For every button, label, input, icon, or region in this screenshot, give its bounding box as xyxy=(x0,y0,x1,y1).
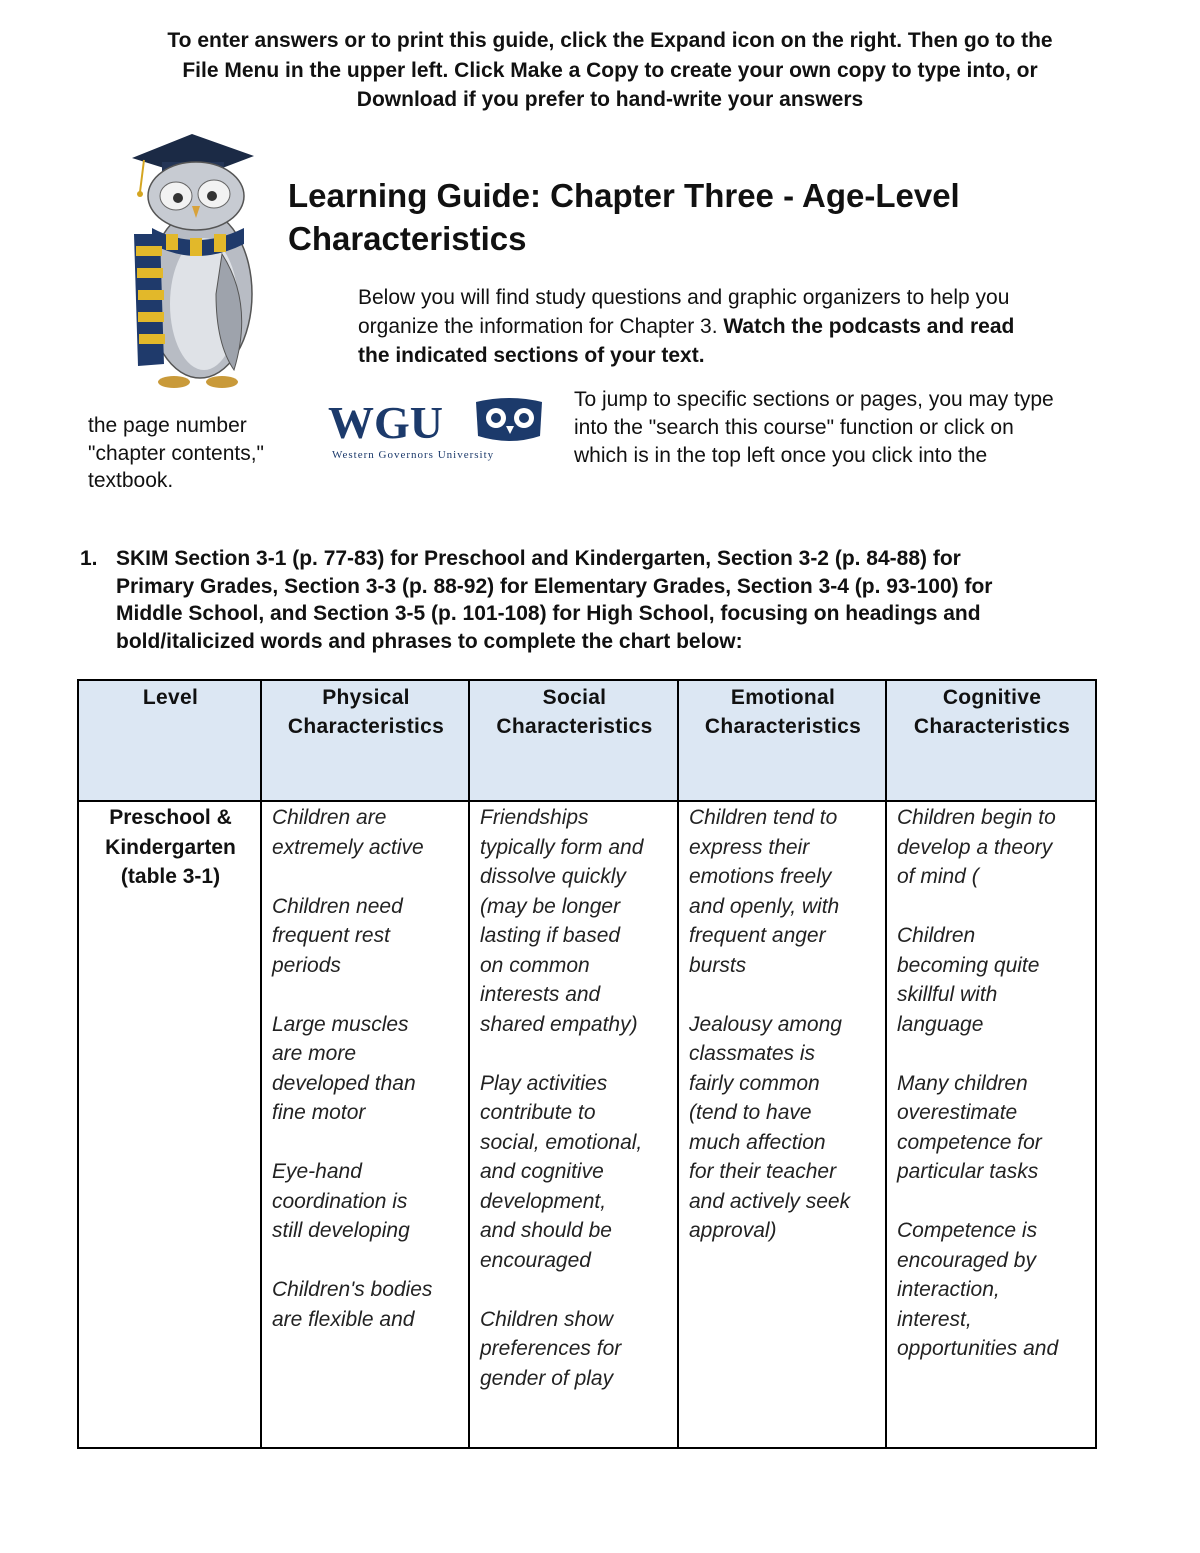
question-line: SKIM Section 3-1 (p. 77-83) for Preschool and Kindergarten, Section 3-2 (p. 84-88) for xyxy=(116,547,961,570)
entry-line: on common xyxy=(480,953,590,977)
entry-line: interaction, xyxy=(897,1278,1000,1301)
entry-line: frequent anger xyxy=(689,924,826,947)
entry-line: fairly common xyxy=(689,1071,820,1095)
entry-line: coordination is xyxy=(272,1189,408,1213)
characteristic-entry xyxy=(480,803,669,1039)
entry-line: language xyxy=(897,1012,984,1036)
entry-line: Large muscles xyxy=(272,1012,409,1036)
entry-line: classmates is xyxy=(689,1042,816,1065)
entry-line: interest, xyxy=(897,1307,972,1331)
entry-line: develop a theory xyxy=(897,835,1053,859)
entry-line: bursts xyxy=(689,953,747,977)
entry-line: (may be longer xyxy=(480,894,621,918)
tip-line: into the "search this course" function or click on xyxy=(574,416,1014,439)
physical-cell[interactable] xyxy=(261,801,469,1448)
intro-emphasis: Watch the podcasts and read xyxy=(723,315,1015,338)
entry-line: opportunities and xyxy=(897,1337,1059,1360)
characteristic-entry xyxy=(689,1010,877,1246)
entry-line: of mind ( xyxy=(897,865,979,888)
characteristic-entry xyxy=(897,803,1087,892)
entry-line: frequent rest xyxy=(272,924,390,947)
question-line: bold/italicized words and phrases to complete the chart below: xyxy=(116,629,743,653)
intro-line xyxy=(358,341,1148,370)
entry-line: Children need xyxy=(272,894,403,918)
emotional-cell[interactable] xyxy=(678,801,886,1448)
tip-line: the page number xyxy=(88,414,247,437)
notice-line: Download if you prefer to hand-write your answers xyxy=(356,88,864,111)
characteristic-entry xyxy=(480,1069,669,1276)
entry-line: interests and xyxy=(480,983,601,1006)
entry-line: still developing xyxy=(272,1219,410,1242)
tip-line: "chapter contents," xyxy=(88,441,265,465)
owl-face-icon xyxy=(476,398,542,441)
notice-line: File Menu in the upper left. Click Make a Copy to create your own copy to type into, or xyxy=(182,58,1038,82)
title-line: Characteristics xyxy=(288,220,527,257)
instructions-notice xyxy=(90,26,1130,115)
entry-line: (tend to have xyxy=(689,1101,812,1124)
entry-line: Friendships xyxy=(480,806,589,829)
entry-line: skillful with xyxy=(897,983,998,1006)
characteristic-entry xyxy=(272,1157,460,1246)
logo-wordmark: WGU xyxy=(328,397,443,448)
title-line: Learning Guide: Chapter Three - Age-Level xyxy=(288,177,960,214)
entry-line: developed than xyxy=(272,1071,416,1095)
entry-line: encouraged xyxy=(480,1248,591,1272)
entry-line: are flexible and xyxy=(272,1307,415,1331)
characteristic-entry xyxy=(272,892,460,981)
entry-line: much affection xyxy=(689,1130,826,1154)
table-header-row xyxy=(78,680,1096,801)
entry-line: Children's bodies xyxy=(272,1278,433,1301)
characteristic-entry xyxy=(897,1216,1087,1364)
header-cognitive: Cognitive Characteristics xyxy=(886,680,1096,801)
entry-line: and actively seek xyxy=(689,1189,851,1213)
entry-line: social, emotional, xyxy=(480,1130,643,1154)
entry-line: for their teacher xyxy=(689,1160,837,1183)
entry-line: contribute to xyxy=(480,1101,596,1124)
level-cell: Preschool & Kindergarten (table 3-1) xyxy=(78,801,261,1448)
entry-line: periods xyxy=(272,953,341,977)
question-line: Middle School, and Section 3-5 (p. 101-108) for High School, focusing on headings and xyxy=(116,602,981,625)
intro-emphasis: the indicated sections of your text. xyxy=(358,344,705,367)
tip-line: which is in the top left once you click into the xyxy=(574,444,988,467)
entry-line: Children xyxy=(897,924,976,947)
entry-line: shared empathy) xyxy=(480,1012,638,1036)
entry-line: and cognitive xyxy=(480,1160,604,1183)
entry-line: Children begin to xyxy=(897,806,1056,829)
entry-line: becoming quite xyxy=(897,953,1040,977)
entry-line: typically form and xyxy=(480,835,644,859)
characteristic-entry xyxy=(897,1069,1087,1187)
navigation-tip xyxy=(574,386,1144,470)
characteristic-entry xyxy=(897,921,1087,1039)
entry-line: Children show xyxy=(480,1307,614,1331)
header-emotional: Emotional Characteristics xyxy=(678,680,886,801)
entry-line: encouraged by xyxy=(897,1248,1036,1272)
entry-line: Jealousy among xyxy=(689,1012,842,1036)
page-title xyxy=(288,174,1148,260)
entry-line: extremely active xyxy=(272,835,424,859)
entry-line: Children are xyxy=(272,806,387,829)
entry-line: overestimate xyxy=(897,1101,1018,1124)
characteristic-entry xyxy=(480,1305,669,1394)
navigation-tip-left xyxy=(88,412,308,495)
owl-mascot-illustration xyxy=(104,134,264,396)
intro-line: Below you will find study questions and graphic organizers to help you xyxy=(358,286,1010,309)
entry-line: Competence is xyxy=(897,1219,1038,1242)
table-row xyxy=(78,801,1096,1448)
entry-line: and should be xyxy=(480,1219,612,1242)
tip-line: textbook. xyxy=(88,469,174,492)
characteristic-entry xyxy=(272,1010,460,1128)
entry-line: express their xyxy=(689,835,810,859)
social-cell[interactable] xyxy=(469,801,678,1448)
entry-line: Play activities xyxy=(480,1071,608,1095)
entry-line: lasting if based xyxy=(480,924,621,947)
characteristic-entry xyxy=(272,1275,460,1334)
entry-line: Many children xyxy=(897,1071,1028,1095)
age-level-characteristics-table xyxy=(77,679,1097,1449)
intro-text: organize the information for Chapter 3. xyxy=(358,315,724,338)
cognitive-cell[interactable] xyxy=(886,801,1096,1448)
entry-line: are more xyxy=(272,1042,357,1065)
question-text xyxy=(116,545,1116,655)
entry-line: fine motor xyxy=(272,1101,366,1124)
characteristic-entry xyxy=(272,803,460,862)
entry-line: competence for xyxy=(897,1130,1042,1154)
entry-line: emotions freely xyxy=(689,865,832,888)
notice-line: To enter answers or to print this guide, click the Expand icon on the right. Then go to the xyxy=(167,29,1053,52)
question-line: Primary Grades, Section 3-3 (p. 88-92) for Elementary Grades, Section 3-4 (p. 93-100) for xyxy=(116,574,993,598)
entry-line: gender of play xyxy=(480,1366,614,1390)
header-social: Social Characteristics xyxy=(469,680,678,801)
entry-line: Eye-hand xyxy=(272,1160,362,1183)
intro-paragraph xyxy=(358,283,1148,370)
wgu-logo xyxy=(326,396,548,466)
entry-line: preferences for xyxy=(480,1337,622,1360)
entry-line: development, xyxy=(480,1189,607,1213)
entry-line: approval) xyxy=(689,1219,777,1242)
header-level: Level xyxy=(78,680,261,801)
question-number: 1. xyxy=(80,547,98,570)
entry-line: dissolve quickly xyxy=(480,865,626,888)
entry-line: and openly, with xyxy=(689,894,840,918)
tip-line: To jump to specific sections or pages, you may type xyxy=(574,388,1054,411)
entry-line: Children tend to xyxy=(689,806,838,829)
header-physical: Physical Characteristics xyxy=(261,680,469,801)
intro-line xyxy=(358,312,1148,341)
characteristic-entry xyxy=(689,803,877,980)
logo-subtitle: Western Governors University xyxy=(332,449,495,461)
entry-line: particular tasks xyxy=(897,1160,1039,1183)
